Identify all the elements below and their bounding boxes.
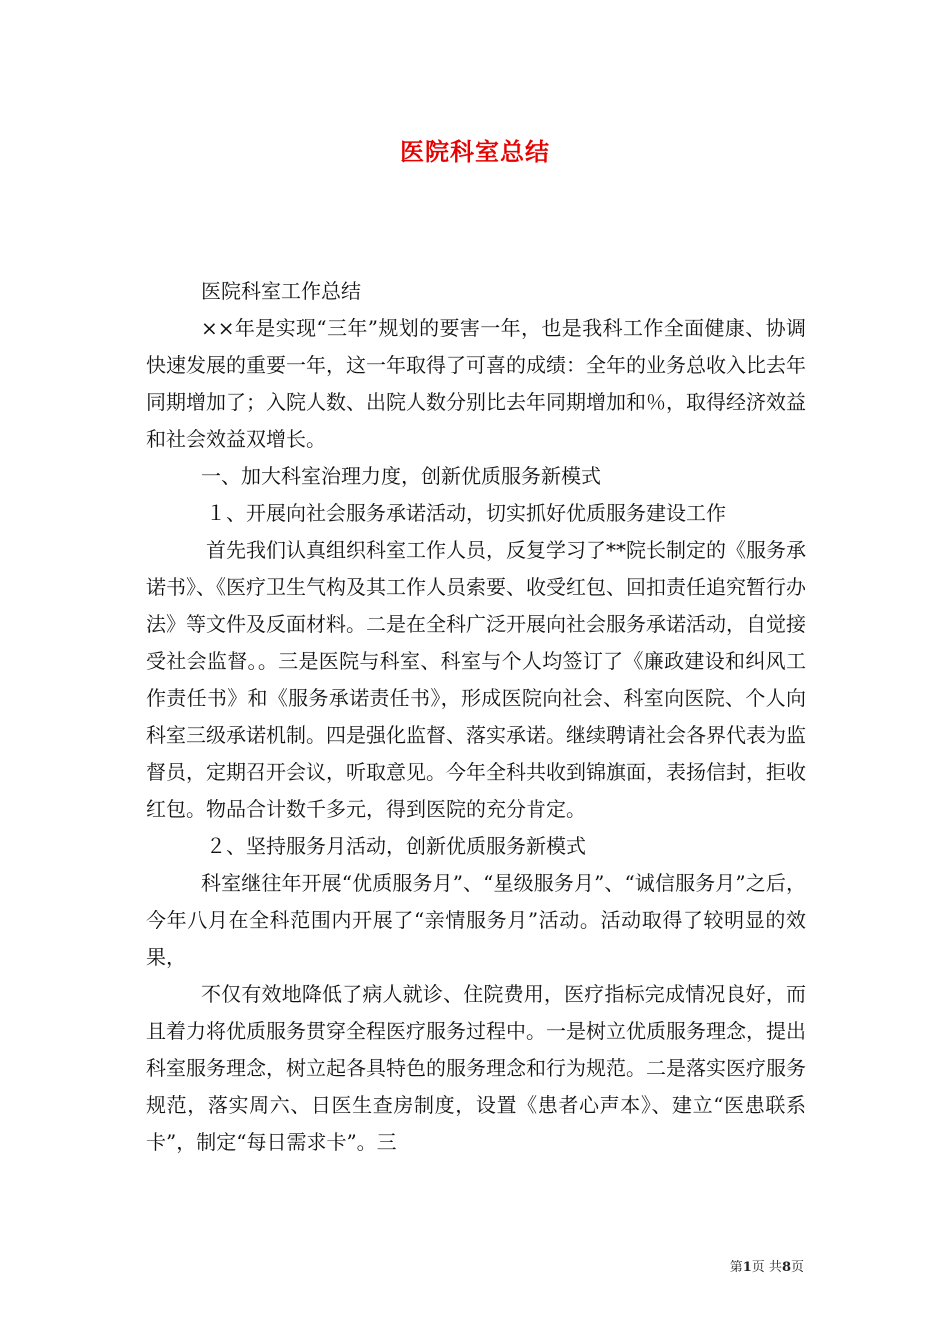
footer-suffix: 页: [790, 1260, 804, 1275]
intro-paragraph: ××年是实现“三年”规划的要害一年，也是我科工作全面健康、协调快速发展的重要一年，这一年取得了可喜的成绩：全年的业务总收入比去年同期增加了；入院人数、出院人数分别比去年同期增加和％，取得经济效益和社会效益双增长。: [146, 316, 806, 451]
continuation-paragraph: 不仅有效地降低了病人就诊、住院费用，医疗指标完成情况良好，而且着力将优质服务贯穿全程医疗服务过程中。一是树立优质服务理念，提出科室服务理念，树立起各具特色的服务理念和行为规范。二是落实医疗服务规范，落实周六、日医生查房制度，设置《患者心声本》、建立“医患联系卡”，制定“每日需求卡”。三: [146, 982, 806, 1154]
document-body: [146, 273, 806, 1161]
item-two-paragraph: 科室继往年开展“优质服务月”、“星级服务月”、“诚信服务月”之后，今年八月在全科范围内开展了“亲情服务月”活动。活动取得了较明显的效果，: [146, 871, 806, 969]
footer-prefix: 第: [729, 1260, 743, 1275]
footer-middle: 页 共: [751, 1260, 782, 1275]
footer-current-page: 1: [742, 1260, 752, 1275]
section-heading: 医院科室工作总结: [201, 279, 361, 303]
item-one-paragraph: 首先我们认真组织科室工作人员，反复学习了**院长制定的《服务承诺书》、《医疗卫生气构及其工作人员索要、收受红包、回扣责任追究暂行办法》等文件及反面材料。二是在全科广泛开展向社会服务承诺活动，自觉接受社会监督。。三是医院与科室、科室与个人均签订了《廉政建设和纠风工作责任书》和《服务承诺责任书》，形成医院向社会、科室向医院、个人向科室三级承诺机制。四是强化监督、落实承诺。继续聘请社会各界代表为监督员，定期召开会议，听取意见。今年全科共收到锦旗面，表扬信封，拒收红包。物品合计数千多元，得到医院的充分肯定。: [146, 538, 806, 821]
page-number-footer: [730, 1256, 804, 1275]
document-title: 医院科室总结: [400, 137, 550, 166]
item-one-heading: １、开展向社会服务承诺活动，切实抓好优质服务建设工作: [206, 501, 726, 525]
part-one-heading: 一、加大科室治理力度，创新优质服务新模式: [201, 464, 601, 488]
item-two-heading: ２、坚持服务月活动，创新优质服务新模式: [206, 834, 586, 858]
footer-total-pages: 8: [781, 1260, 791, 1275]
